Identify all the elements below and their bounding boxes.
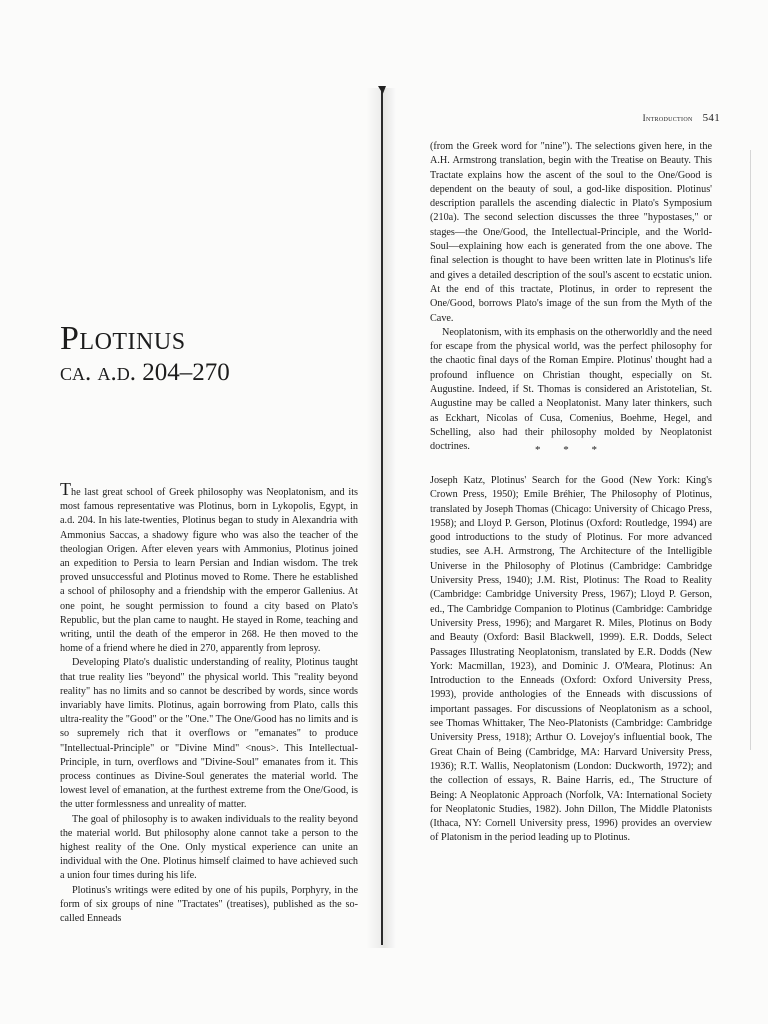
chapter-heading — [60, 320, 360, 388]
paragraph: Plotinus's writings were edited by one of his pupils, Porphyry, in the form of six groups of nine "Tractates" (treatises), published as the so-called Enneads — [60, 884, 358, 925]
section-separator: * * * — [535, 444, 607, 456]
paragraph: Neoplatonism, with its emphasis on the otherworldly and the need for escape from the physical world, was the perfect philosophy for the chaotic final days of the Roman Empire. Plotinus' thought had a profound influence on Christian thought, especially on St. Augustine. Indeed, if St. Thomas is considered an Aristotelian, St. Augustine may be called a Neoplatonist. Many later thinkers, such as Eckhart, Nicolas of Cusa, Comenius, Boehme, Hegel, and Schelling, also had their philosophy molded by Neoplatonist doctrines. — [430, 326, 712, 453]
paragraph: Developing Plato's dualistic understanding of reality, Plotinus taught that true reality lies "beyond" the physical world. This "reality beyond reality" has no limits and so cannot be described by words, since words invariably have limits. Plotinus, again borrowing from Plato, calls this ultra-reality the "Good" or the "One." The One/Good has no limits and is so supremely rich that it overflows or "emanates" to produce "Intellectual-Principle" or "Divine Mind" <nous>. This Intellectual-Principle, in turn, overflows and "Divine-Soul" emanates from it. This process continues as Divine-Soul generates the material world. The lowest level of emanation, at the furthest extreme from the One/Good, is the utter formlessness and unreality of matter. — [60, 657, 358, 811]
bibliography — [430, 474, 712, 846]
drop-cap: T — [60, 479, 71, 499]
page-edge — [750, 150, 751, 750]
running-head — [610, 112, 720, 124]
page-number: 541 — [702, 112, 720, 124]
paragraph: (from the Greek word for "nine"). The selections given here, in the A.H. Armstrong translation, begin with the Treatise on Beauty. This Tractate explains how the ascent of the soul to the One/Good is dependent on the beauty of soul, a god-like disposition. Plotinus' description parallels the ascending dialectic in Plato's Symposium (210a). The second selection discusses the three "hypostases," or stages—the One/Good, the Intellectual-Principle, and the World-Soul—explaining how each is generated from the one above. The final selection is thought to have been written late in Plotinus's life and gives a detailed description of the soul's ascent to ecstatic union. At the end of this tractate, Plotinus, in order to represent the One/Good, borrows Plato's image of the sun from the Myth of the Cave. — [430, 141, 712, 324]
running-head-title: Introduction — [642, 113, 693, 123]
paragraph: The goal of philosophy is to awaken individuals to the reality beyond the material world. But philosophy alone cannot take a person to the highest reality of the One. Only mystical experience can unite an individual with the One. Plotinus himself claimed to have achieved such a union four times during his life. — [60, 813, 358, 882]
book-spine — [381, 90, 383, 945]
right-page-body — [430, 140, 712, 455]
bibliography-text: Joseph Katz, Plotinus' Search for the Good (New York: King's Crown Press, 1950); Emile Bréhier, The Philosophy of Plotinus, translated by Joseph Thomas (Chicago: University of Chicago Press, 1958); and Lloyd P. Gerson, Plotinus (Oxford: Routledge, 1994) are good introductions to the study of Plotinus. For more advanced studies, see A.H. Armstrong, The Architecture of the Intelligible Universe in the Philosophy of Plotinus (Cambridge: Cambridge University Press, 1940); J.M. Rist, Plotinus: The Road to Reality (Cambridge: Cambridge University Press, 1967); Lloyd P. Gerson, ed., The Cambridge Companion to Plotinus (Cambridge: Cambridge University Press, 1996); and Margaret R. Miles, Plotinus on Body and Beauty (Oxford: Basil Blackwell, 1999). E.R. Dodds, Select Passages Illustrating Neoplatonism, translated by E.R. Dodds (New York: Macmillan, 1923), and Dominic J. O'Meara, Plotinus: An Introduction to the Enneads (Oxford: Oxford University Press, 1993), provide anthologies of the Enneads with discussions of important passages. For discussions of Neoplatonism as a school, see Thomas Whittaker, The Neo-Platonists (Cambridge: Cambridge University Press, 1918); Arthur O. Lovejoy's influential book, The Great Chain of Being (Cambridge, MA: Harvard University Press, 1936); R.T. Wallis, Neoplatonism (London: Duckworth, 1972); and the collection of essays, R. Baine Harris, ed., The Structure of Being: A Neoplatonic Approach (Norfolk, VA: International Society for Neoplatonic Studies, 1982). John Dillon, The Middle Platonists (Ithaca, NY: Cornell University press, 1996) provides an overview of Platonism in the period leading up to Plotinus. — [430, 475, 712, 844]
left-page-body — [60, 479, 358, 926]
author-dates: ca. a.d. 204–270 — [60, 359, 230, 386]
paragraph: The last great school of Greek philosophy was Neoplatonism, and its most famous representative was Plotinus, born in Lykopolis, Egypt, in a.d. 204. In his late-twenties, Plotinus began to study in Alexandria with Ammonius Saccas, a shadowy figure who was also the teacher of the theologian Origen. After eleven years with Ammonius, Plotinus joined an expedition to Persia to learn Persian and Indian wisdom. The trek proved unsuccessful and Plotinus moved to Rome. There he established a school of philosophy and a friendship with the emperor Gallenius. At one point, he sought permission to found a city based on Plato's Republic, but the plan came to naught. He stayed in Rome, teaching and writing, until the death of the emperor in 268. He then moved to the home of a friend where he died in 270, apparently from leprosy. — [60, 479, 358, 655]
author-name: Plotinus — [60, 320, 186, 357]
